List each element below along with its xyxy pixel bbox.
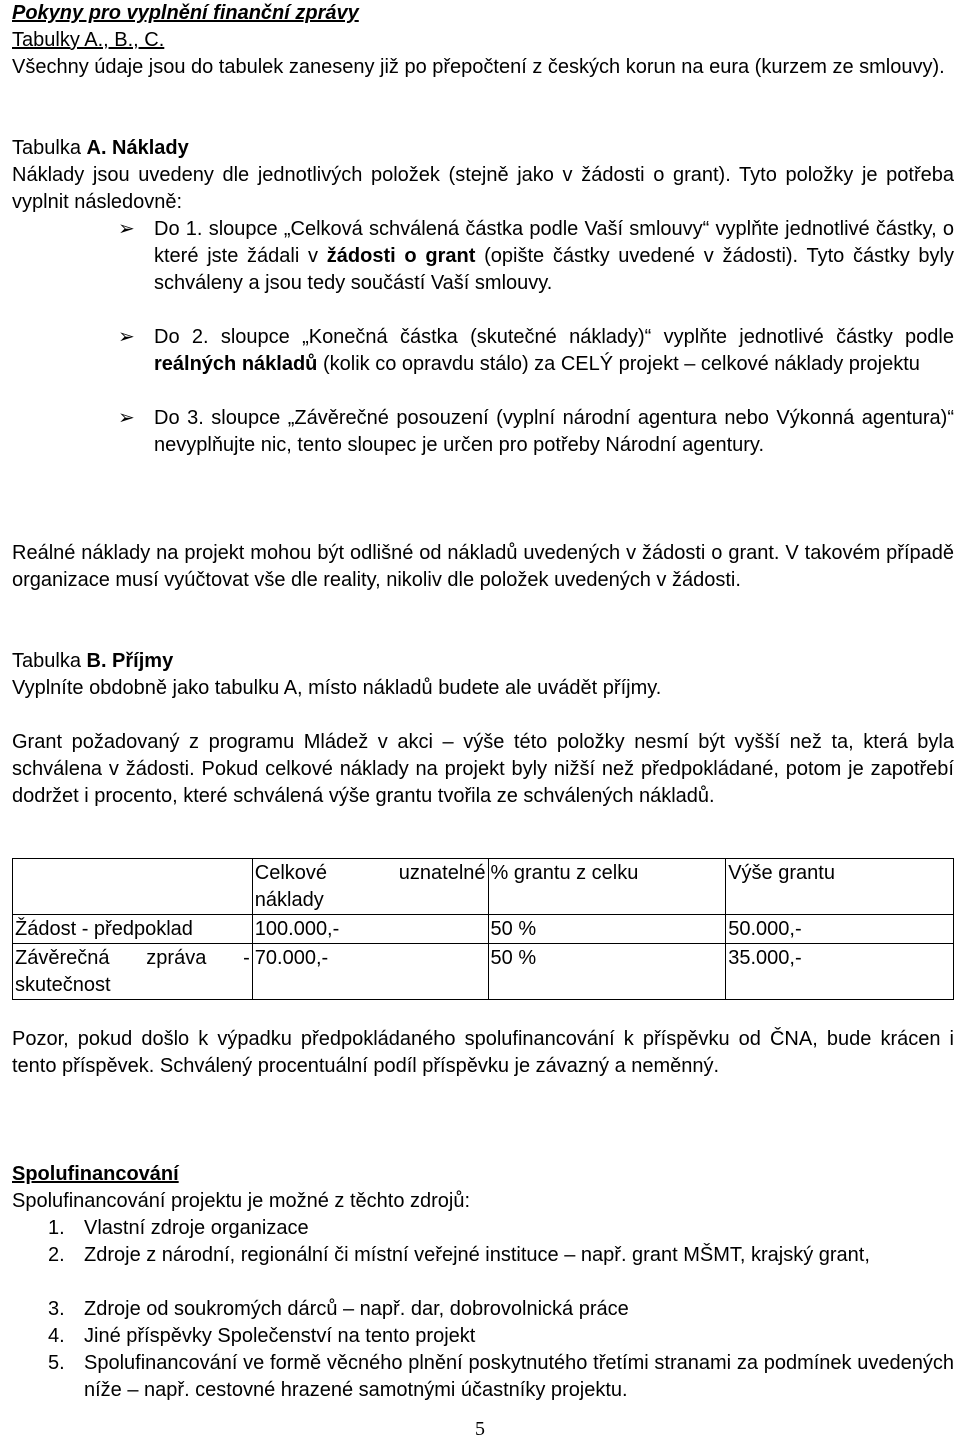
table-cell: Žádost - předpoklad <box>13 915 253 944</box>
list-number: 4. <box>48 1325 65 1347</box>
bullet-1-bold: žádosti o grant <box>326 245 476 267</box>
list-item: Jiné příspěvky Společenství na tento projekt <box>84 1325 476 1347</box>
bullet-arrow-icon: ➢ <box>118 326 135 348</box>
bullet-arrow-icon: ➢ <box>118 407 135 429</box>
table-cell: 35.000,- <box>726 944 954 1000</box>
bullet-item-2 <box>154 324 954 378</box>
bullet-arrow-icon: ➢ <box>118 218 135 240</box>
table-cell: 50 % <box>488 944 726 1000</box>
table-row <box>13 915 954 944</box>
table-b-text: Vyplníte obdobně jako tabulku A, místo nákladů budete ale uvádět příjmy. <box>12 677 662 699</box>
header-cell <box>13 859 253 915</box>
list-number: 5. <box>48 1352 65 1374</box>
table-a-prefix: Tabulka <box>12 137 81 159</box>
warning-paragraph: Pozor, pokud došlo k výpadku předpokládaného spolufinancování k příspěvku od ČNA, bude krácen i tento příspěvek. Schválený procentuální podíl příspěvku je závazný a neměnný. <box>12 1028 954 1077</box>
bullet-1-text: Do 1. sloupce „Celková schválená částka podle Vaší smlouvy“ vyplňte jednotlivé částky, o které jste žádali v <box>154 218 954 267</box>
table-a-heading <box>12 135 954 162</box>
table-a-intro: Náklady jsou uvedeny dle jednotlivých položek (stejně jako v žádosti o grant). Tyto položky je potřeba vyplnit následovně: <box>12 164 954 213</box>
table-a-label: A. Náklady <box>86 137 189 159</box>
table-b-prefix: Tabulka <box>12 650 81 672</box>
list-item: Vlastní zdroje organizace <box>84 1217 309 1239</box>
cofinancing-heading: Spolufinancování <box>12 1163 179 1185</box>
title-text: Pokyny pro vyplnění finanční zprávy <box>12 2 359 24</box>
document-subtitle: Tabulky A., B., C. <box>12 29 165 51</box>
real-costs-note: Reálné náklady na projekt mohou být odlišné od nákladů uvedených v žádosti o grant. V takovém případě organizace musí vyúčtovat vše dle reality, nikoliv dle položek uvedených v žádosti. <box>12 542 954 591</box>
list-item: Zdroje z národní, regionální či místní veřejné instituce – např. grant MŠMT, krajský grant, <box>84 1244 870 1266</box>
table-b-label: B. Příjmy <box>86 650 174 672</box>
bullet-2-bold: reálných nákladů <box>154 353 318 375</box>
header-cell: Celkové uznatelné náklady <box>252 859 488 915</box>
table-cell: Závěrečná zpráva - skutečnost <box>13 944 253 1000</box>
table-cell: 70.000,- <box>252 944 488 1000</box>
financial-table <box>12 858 954 1000</box>
table-cell: 100.000,- <box>252 915 488 944</box>
list-number: 3. <box>48 1298 65 1320</box>
list-item: Zdroje od soukromých dárců – např. dar, dobrovolnická práce <box>84 1298 629 1320</box>
bullet-2-text: Do 2. sloupce „Konečná částka (skutečné náklady)“ vyplňte jednotlivé částky podle <box>154 326 954 348</box>
header-cell: % grantu z celku <box>488 859 726 915</box>
table-row <box>13 944 954 1000</box>
bullet-3-text: Do 3. sloupce „Závěrečné posouzení (vyplní národní agentura nebo Výkonná agentura)“ nevyplňujte nic, tento sloupec je určen pro potřeby Národní agentury. <box>154 407 954 456</box>
page-number: 5 <box>475 1418 485 1440</box>
bullet-2-text-end: (kolik co opravdu stálo) za CELÝ projekt – celkové náklady projektu <box>317 353 920 375</box>
bullet-item-3 <box>154 405 954 459</box>
document-title <box>12 0 954 27</box>
table-cell: 50.000,- <box>726 915 954 944</box>
intro-paragraph: Všechny údaje jsou do tabulek zaneseny již po přepočtení z českých korun na eura (kurzem ze smlouvy). <box>12 56 945 78</box>
list-number: 2. <box>48 1244 65 1266</box>
bullet-1-text-end: (opište částky uvedené v žádosti). Tyto částky byly schváleny a jsou tedy součástí Vaší smlouvy. <box>154 245 954 294</box>
list-item: Spolufinancování ve formě věcného plnění poskytnutého třetími stranami za podmínek uvedených níže – např. cestovné hrazené samotnými účastníky projektu. <box>84 1352 954 1401</box>
bullet-item-1 <box>154 216 954 297</box>
header-cell: Výše grantu <box>726 859 954 915</box>
table-header-row <box>13 859 954 915</box>
table-b-heading <box>12 648 954 675</box>
list-number: 1. <box>48 1217 65 1239</box>
grant-paragraph: Grant požadovaný z programu Mládež v akci – výše této položky nesmí být vyšší než ta, která byla schválena v žádosti. Pokud celkové náklady na projekt byly nižší než předpokládané, potom je zapotřebí dodržet i procento, které schválená výše grantu tvořila ze schválených nákladů. <box>12 731 954 807</box>
cofinancing-intro: Spolufinancování projektu je možné z těchto zdrojů: <box>12 1190 471 1212</box>
table-cell: 50 % <box>488 915 726 944</box>
